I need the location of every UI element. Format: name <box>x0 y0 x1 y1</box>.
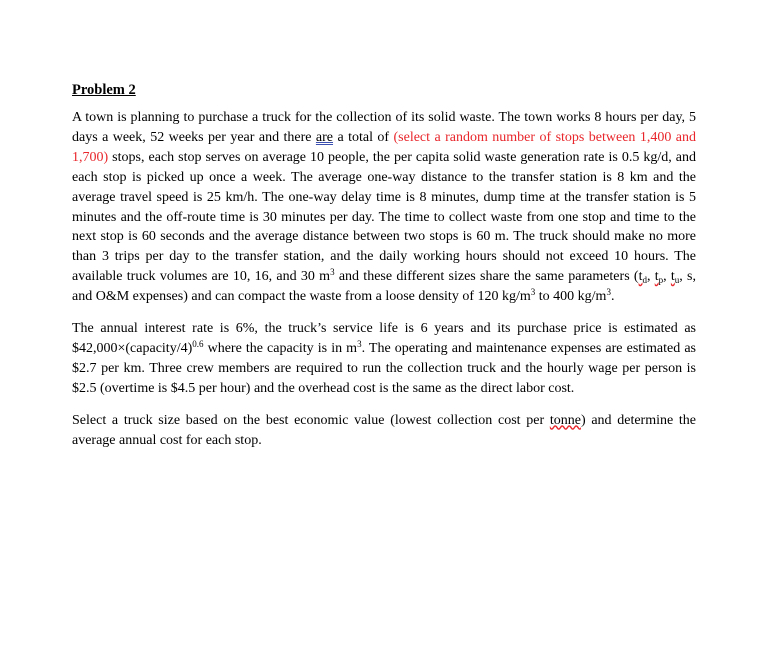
p1-text-f: to 400 kg/m <box>535 289 607 305</box>
p1-time-td <box>639 269 647 284</box>
p3-spelling-flag-tonne: tonne <box>549 412 581 428</box>
p1-t3: t <box>670 269 675 285</box>
p1-t2: t <box>654 269 659 285</box>
p1-text-e: , s, and O&M expenses) and can compact the waste from a loose density of 120 kg/m <box>72 269 696 305</box>
p1-t1-sub: d <box>642 275 647 286</box>
p1-text-d: and these different sizes share the same parameters ( <box>334 269 639 285</box>
p1-t1: t <box>638 269 643 285</box>
p2-text-a: The annual interest rate is 6%, the truck’s service life is 6 years and its purchase price is estimated as $42,000×(capacity/4) <box>72 321 696 356</box>
p3-text-a: Select a truck size based on the best economic value (lowest collection cost per <box>72 412 550 428</box>
problem-paragraph-1 <box>72 108 696 307</box>
p1-text-c: stops, each stop serves on average 10 people, the per capita solid waste generation rate is 0.5 kg/d, and each stop is picked up once a week. The average one-way distance to the transfer station is 8 km and the average travel speed is 25 km/h. The one-way delay time is 8 minutes, dump time at the transfer station is 5 minutes and the off-route time is 30 minutes per day. The time to collect waste from one stop and time to the next stop is 60 seconds and the average distance between two stops is 60 m. The truck should make no more than 3 trips per day to the transfer station, and the daily working hours should not exceed 10 hours. The available truck volumes are 10, 16, and 30 m <box>72 149 696 285</box>
p2-text-b: where the capacity is in m <box>203 340 358 356</box>
p2-superscript-3: 3 <box>357 338 362 349</box>
p1-superscript-3c: 3 <box>606 287 611 298</box>
p3-text-b: ) and determine the average annual cost for each stop. <box>72 412 696 448</box>
p1-superscript-3b: 3 <box>530 287 536 298</box>
p1-grammar-flag-are: are <box>315 129 334 145</box>
p1-text-g: . <box>610 289 615 305</box>
p1-time-tp <box>655 269 663 284</box>
p1-red-instruction: (select a random number of stops between 1,400 and 1,700) <box>72 129 697 165</box>
problem-paragraph-2 <box>72 319 696 399</box>
p1-text-b: a total of <box>333 129 394 145</box>
p2-text-c: . The operating and maintenance expenses are estimated as $2.7 per km. Three crew members are required to run the collection truck and the hourly wage per person is $2.5 (overtime is $4.5 per hour) and the overhead cost is the same as the direct labor cost. <box>72 340 696 396</box>
p1-comma-2: , <box>663 269 671 285</box>
p1-comma-1: , <box>646 269 655 285</box>
p1-superscript-3a: 3 <box>330 267 335 278</box>
problem-title: Problem 2 <box>72 82 136 98</box>
document-page <box>72 80 696 463</box>
p1-t2-sub: p <box>658 275 664 286</box>
p1-t3-sub: u <box>674 275 680 286</box>
p2-exponent: 0.6 <box>192 338 204 349</box>
problem-paragraph-3 <box>72 411 696 451</box>
p1-text-a: A town is planning to purchase a truck for the collection of its solid waste. The town works 8 hours per day, 5 days a week, 52 weeks per year and there <box>72 110 696 145</box>
